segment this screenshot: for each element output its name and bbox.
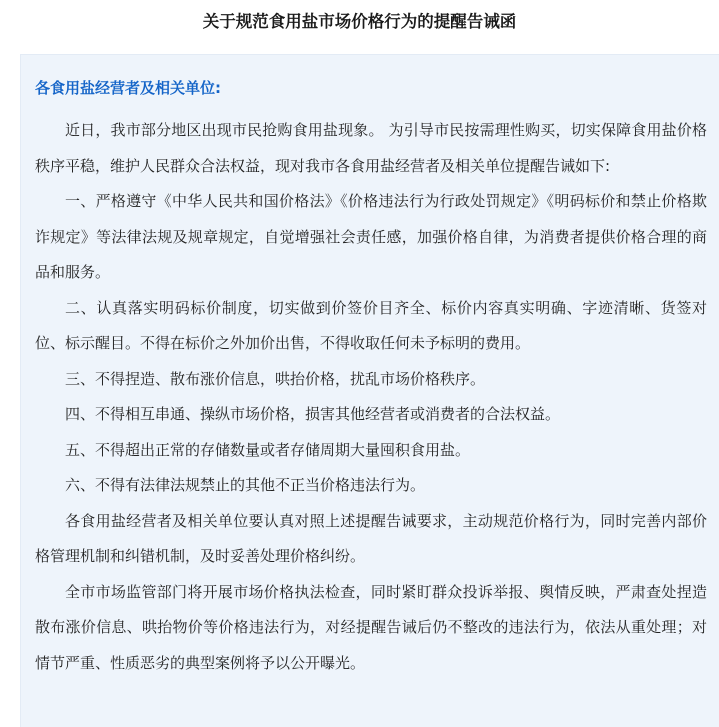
paragraph-requirement: 各食用盐经营者及相关单位要认真对照上述提醒告诫要求，主动规范价格行为，同时完善内部价格管理机制和纠错机制，及时妥善处理价格纠纷。 (35, 511, 707, 565)
paragraph-intro: 近日，我市部分地区出现市民抢购食用盐现象。 为引导市民按需理性购买，切实保障食用盐价格秩序平稳，维护人民群众合法权益，现对我市各食用盐经营者及相关单位提醒告诫如下: (35, 121, 707, 175)
paragraph-item-6: 六、不得有法律法规禁止的其他不正当价格违法行为。 (65, 476, 426, 494)
paragraph-item-2: 二、认真落实明码标价制度，切实做到价签价目齐全、标价内容真实明确、字迹清晰、货签对位、标示醒目。不得在标价之外加价出售，不得收取任何未予标明的费用。 (35, 298, 707, 352)
addressee-heading: 各食用盐经营者及相关单位: (35, 79, 221, 97)
paragraph-item-5: 五、不得超出正常的存储数量或者存储周期大量囤积食用盐。 (65, 440, 471, 459)
notice-panel (20, 54, 719, 727)
paragraph-enforcement: 全市市场监管部门将开展市场价格执法检查，同时紧盯群众投诉举报、舆情反映，严肃查处捏造散布涨价信息、哄抬物价等价格违法行为，对经提醒告诫后仍不整改的违法行为，依法从重处理；对情节严重、性质恶劣的典型案例将予以公开曝光。 (35, 582, 707, 672)
notice-body (35, 113, 707, 681)
title-band (0, 0, 719, 54)
document-title: 关于规范食用盐市场价格行为的提醒告诫函 (202, 12, 517, 31)
paragraph-item-1: 一、严格遵守《中华人民共和国价格法》《价格违法行为行政处罚规定》《明码标价和禁止价格欺诈规定》等法律法规及规章规定，自觉增强社会责任感，加强价格自律，为消费者提供价格合理的商品和服务。 (35, 192, 707, 281)
paragraph-item-4: 四、不得相互串通、操纵市场价格，损害其他经营者或消费者的合法权益。 (65, 405, 561, 423)
paragraph-item-3: 三、不得捏造、散布涨价信息，哄抬价格，扰乱市场价格秩序。 (65, 369, 486, 388)
